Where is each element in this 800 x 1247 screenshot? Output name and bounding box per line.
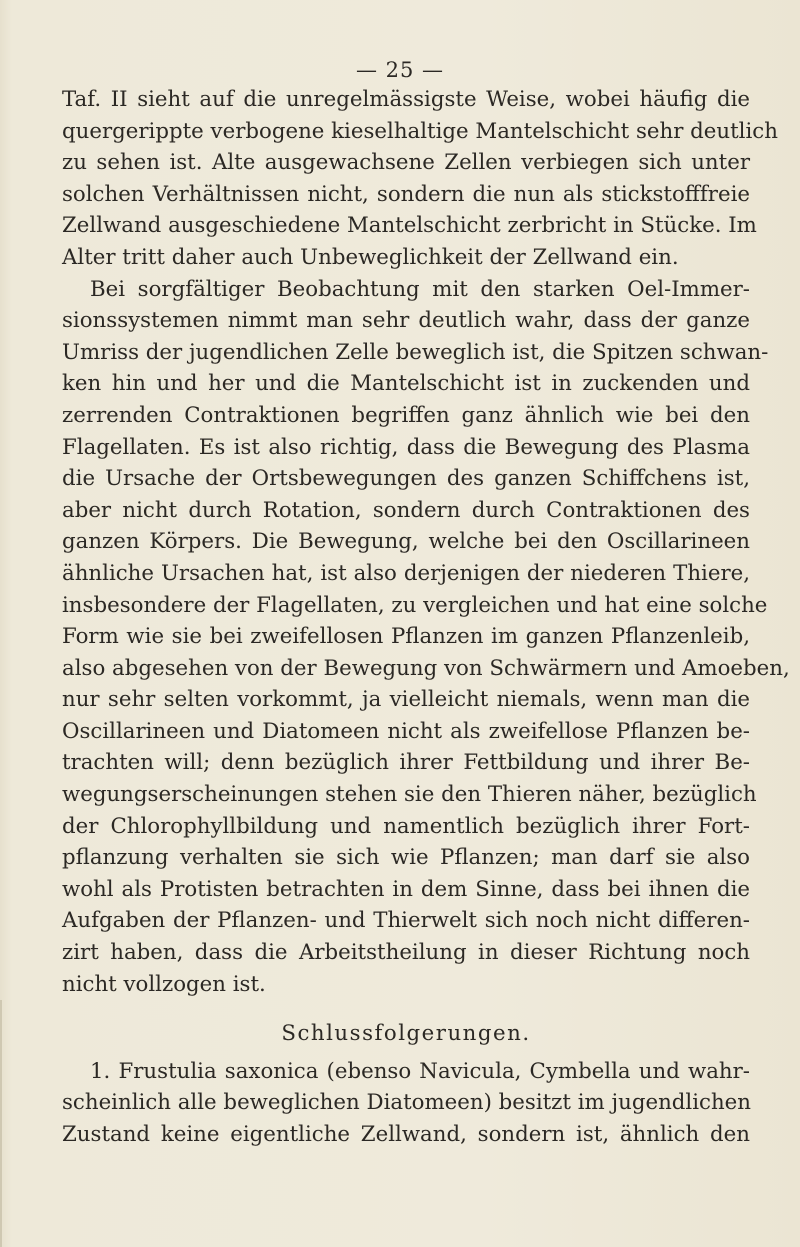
text-line: Taf. II sieht auf die unregelmässigste Weise, wobei häufig die (62, 87, 750, 112)
page-edge-shadow (0, 1000, 2, 1247)
text-line: ken hin und her und die Mantelschicht ist in zuckenden und (62, 371, 750, 397)
text-line: ähnliche Ursachen hat, ist also derjenigen der niederen Thiere, (62, 560, 750, 586)
text-line: also abgesehen von der Bewegung von Schwärmern und Amoeben, (62, 655, 790, 681)
text-line: ganzen Körpers. Die Bewegung, welche bei den Oscillarineen (62, 529, 750, 555)
text-line: Alter tritt daher auch Unbeweglichkeit der Zellwand ein. (62, 244, 679, 270)
text-line: die Ursache der Ortsbewegungen des ganzen Schiffchens ist, (62, 466, 750, 492)
text-line: insbesondere der Flagellaten, zu vergleichen und hat eine solche (62, 592, 768, 618)
text-line: nicht vollzogen ist. (62, 971, 266, 997)
text-line: scheinlich alle beweglichen Diatomeen) besitzt im jugendlichen (62, 1090, 751, 1116)
text-line: wohl als Protisten betrachten in dem Sinne, dass bei ihnen die (62, 876, 750, 902)
text-line: Flagellaten. Es ist also richtig, dass die Bewegung des Plasma (62, 434, 750, 460)
page-body (62, 84, 790, 1151)
text-line: quergerippte verbogene kieselhaltige Mantelschicht sehr deutlich (62, 118, 778, 144)
text-line: 1. Frustulia saxonica (ebenso Navicula, Cymbella und wahr- (90, 1058, 750, 1084)
section-heading: Schlussfolgerungen. (281, 1021, 531, 1047)
text-line: zirt haben, dass die Arbeitstheilung in dieser Richtung noch (62, 940, 750, 966)
text-line: der Chlorophyllbildung und namentlich bezüglich ihrer Fort- (62, 813, 750, 839)
paragraph-3 (62, 1056, 750, 1151)
text-line: Oscillarineen und Diatomeen nicht als zweifellose Pflanzen be- (62, 718, 750, 744)
text-line: wegungserscheinungen stehen sie den Thieren näher, bezüglich (62, 782, 757, 808)
paragraph-2 (62, 274, 790, 1001)
text-line: Bei sorgfältiger Beobachtung mit den starken Oel-Immer- (90, 276, 750, 302)
text-line: Umriss der jugendlichen Zelle beweglich ist, die Spitzen schwan- (62, 339, 769, 365)
text-line: aber nicht durch Rotation, sondern durch Contraktionen des (62, 497, 750, 523)
text-line: pflanzung verhalten sie sich wie Pflanzen; man darf sie also (62, 845, 750, 871)
text-line: solchen Verhältnissen nicht, sondern die nun als stickstofffreie (62, 181, 750, 207)
text-line: nur sehr selten vorkommt, ja vielleicht niemals, wenn man die (62, 687, 750, 713)
text-line: trachten will; denn bezüglich ihrer Fettbildung und ihrer Be- (62, 750, 750, 776)
paragraph-1 (62, 84, 778, 274)
text-line: Aufgaben der Pflanzen- und Thierwelt sich noch nicht differen- (62, 908, 750, 934)
text-line: zerrenden Contraktionen begriffen ganz ähnlich wie bei den (62, 402, 750, 428)
text-line: sionssystemen nimmt man sehr deutlich wahr, dass der ganze (62, 308, 750, 334)
text-line: Form wie sie bei zweifellosen Pflanzen im ganzen Pflanzenleib, (62, 624, 750, 650)
text-line: Zellwand ausgeschiedene Mantelschicht zerbricht in Stücke. Im (62, 213, 757, 239)
text-line: Zustand keine eigentliche Zellwand, sondern ist, ähnlich den (62, 1122, 750, 1147)
page-number: — 25 — (355, 58, 445, 82)
text-line: zu sehen ist. Alte ausgewachsene Zellen verbiegen sich unter (62, 150, 750, 176)
